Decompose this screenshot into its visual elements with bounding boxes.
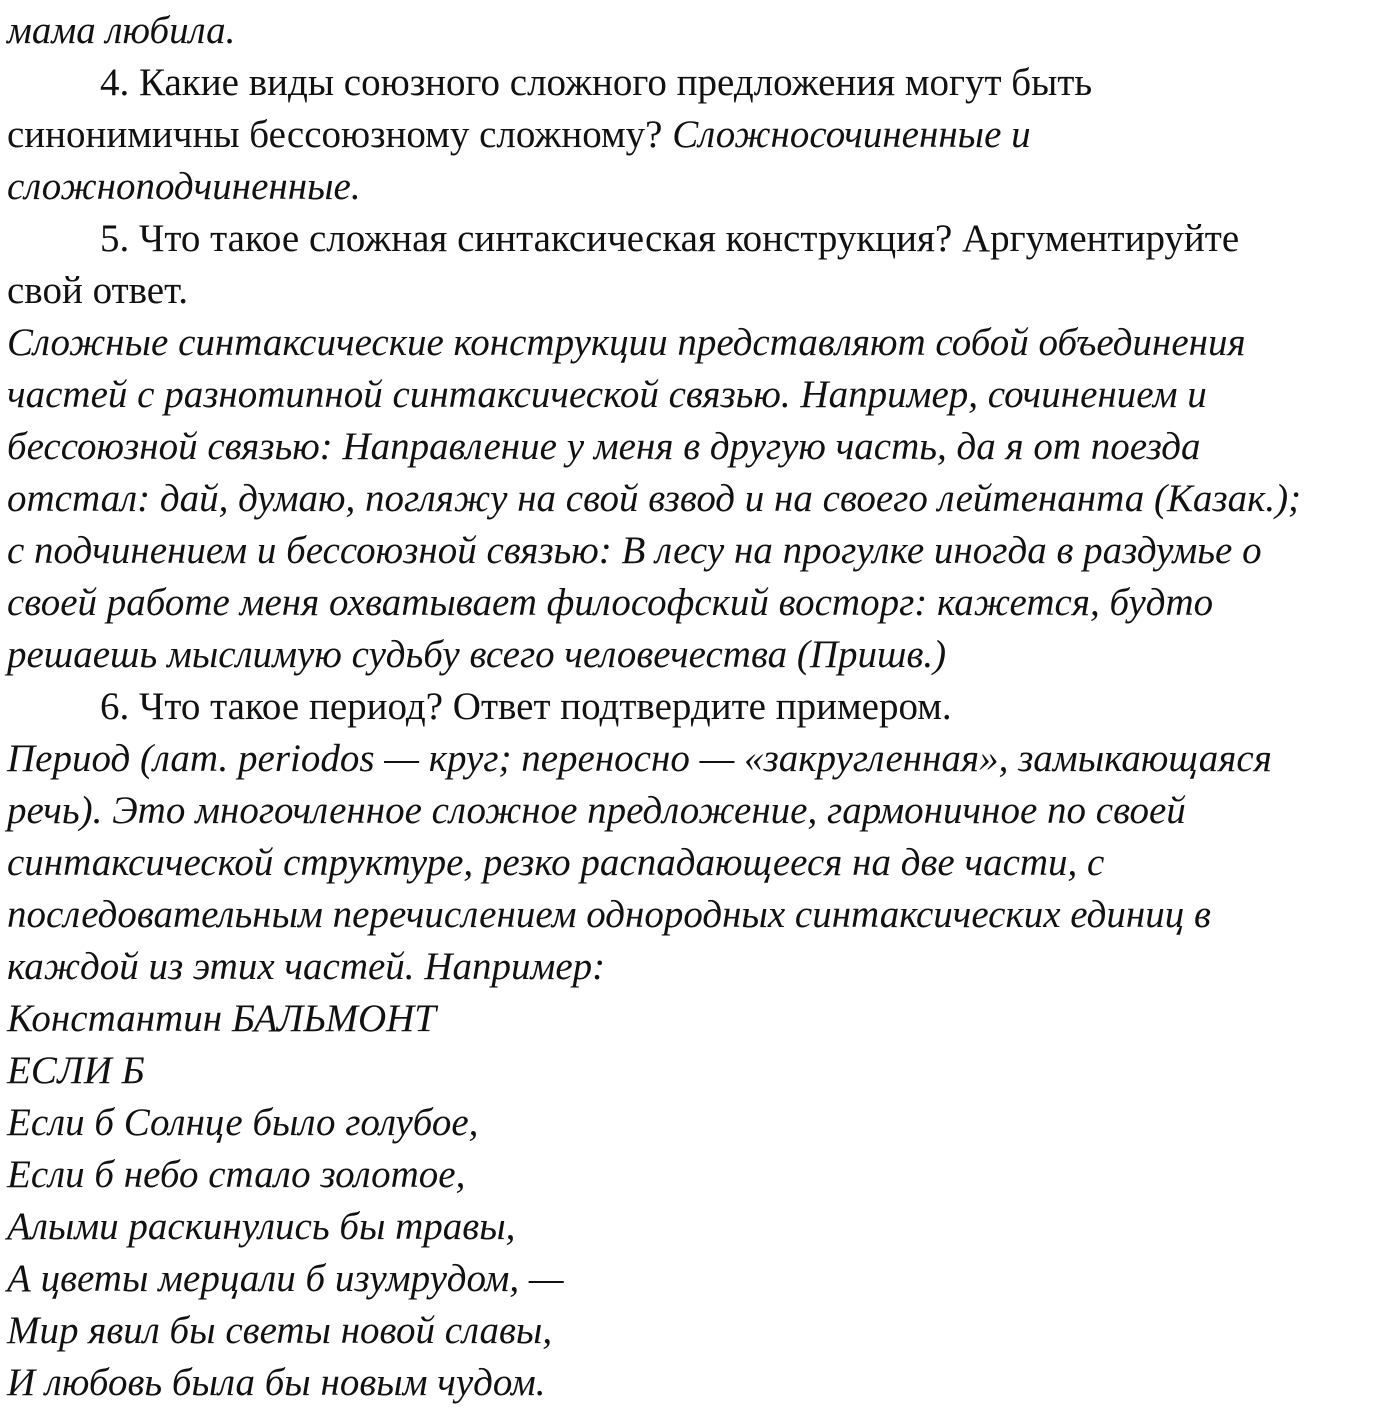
answer-5-line: решаешь мыслимую судьбу всего человечества (Пришв.) <box>7 633 947 676</box>
poem-author: Константин БАЛЬМОНТ <box>7 997 436 1040</box>
poem-line: И любовь была бы новым чудом. <box>7 1361 546 1404</box>
question-4-line-2 <box>7 109 1397 161</box>
answer-6-line: Период (лат. periodos — круг; переносно — «закругленная», замыкающаяся <box>7 737 1272 780</box>
question-5-line-2: свой ответ. <box>7 269 188 312</box>
question-4-line-1: 4. Какие виды союзного сложного предложения могут быть <box>100 61 1093 104</box>
question-6-line: 6. Что такое период? Ответ подтвердите примером. <box>100 685 952 728</box>
poem-line: Мир явил бы светы новой славы, <box>7 1309 553 1352</box>
poem-line: Если б небо стало золотое, <box>7 1153 466 1196</box>
answer-5-line: частей с разнотипной синтаксической связью. Например, сочинением и <box>7 373 1207 416</box>
question-4-text: синонимичны бессоюзному сложному? <box>7 113 673 156</box>
answer-6-line: последовательным перечислением однородных синтаксических единиц в <box>7 893 1211 936</box>
poem-line: А цветы мерцали б изумрудом, — <box>7 1257 564 1300</box>
answer-5-line: Сложные синтаксические конструкции представляют собой объединения <box>7 321 1246 364</box>
answer-5-line: отстал: дай, думаю, погляжу на свой взвод и на своего лейтенанта (Казак.); <box>7 477 1302 520</box>
answer-5-line: с подчинением и бессоюзной связью: В лесу на прогулке иногда в раздумье о <box>7 529 1262 572</box>
document-page <box>7 0 1397 1409</box>
answer-6-line: синтаксической структуре, резко распадающееся на две части, с <box>7 841 1105 884</box>
answer-5-line: своей работе меня охватывает философский восторг: кажется, будто <box>7 581 1214 624</box>
poem-title: ЕСЛИ Б <box>7 1049 145 1092</box>
answer-6-line: речь). Это многочленное сложное предложение, гармоничное по своей <box>7 789 1186 832</box>
answer-continuation: мама любила. <box>7 9 236 52</box>
answer-5-line: бессоюзной связью: Направление у меня в другую часть, да я от поезда <box>7 425 1201 468</box>
question-5-line-1: 5. Что такое сложная синтаксическая конструкция? Аргументируйте <box>100 217 1240 260</box>
answer-4-line-2: сложноподчиненные. <box>7 165 361 208</box>
answer-4-text: Сложносочиненные и <box>672 113 1031 156</box>
poem-line: Если б Солнце было голубое, <box>7 1101 479 1144</box>
poem-line: Алыми раскинулись бы травы, <box>7 1205 516 1248</box>
answer-6-line: каждой из этих частей. Например: <box>7 945 606 988</box>
